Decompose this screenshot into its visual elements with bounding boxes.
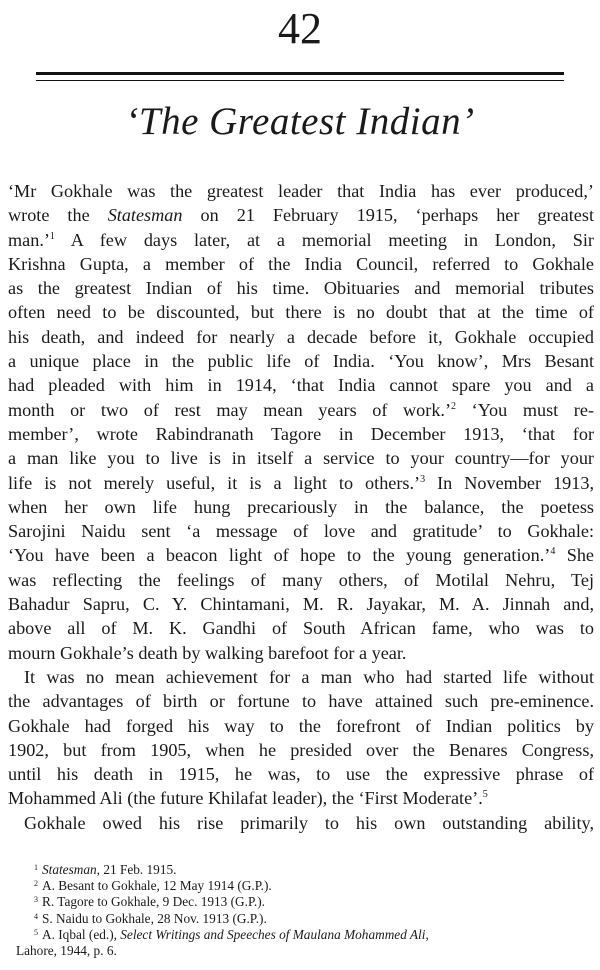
body-line: until his death in 1915, he was, to use the expressive phrase of: [8, 764, 594, 785]
body-line: the advantages of birth or fortune to have attained such pre-eminence.: [8, 691, 594, 712]
footnote-mark: 2: [34, 879, 38, 889]
body-line: when her own life hung precariously in the balance, the poetess: [8, 496, 594, 517]
newspaper-title: Statesman: [107, 205, 183, 226]
body-line: above all of M. K. Gandhi of South African fame, who was to: [8, 618, 594, 639]
body-line: life is not merely useful, it is a light to others.’$^3$ In November 1913,: [8, 472, 594, 493]
body-line: 1902, but from 1905, when he presided over the Benares Congress,: [8, 739, 594, 760]
footnote: $^1$ Statesman, 21 Feb. 1915.: [34, 862, 177, 877]
body-line: was reflecting the feelings of many others, of Motilal Nehru, Tej: [8, 569, 594, 590]
footnote: $^2$ A. Besant to Gokhale, 12 May 1914 (G.P.).: [34, 878, 272, 894]
body-text: [8, 179, 594, 835]
body-line: ‘You have been a beacon light of hope to the young generation.’$^4$ She: [8, 545, 594, 566]
chapter-title: ‘The Greatest Indian’: [125, 100, 475, 143]
footnote-mark: 1: [34, 863, 38, 872]
body-line: a man like you to live is in itself a service to your country—for your: [8, 448, 594, 469]
footnotes: [8, 862, 594, 959]
chapter-number: 42: [278, 4, 322, 53]
body-line: Bahadur Sapru, C. Y. Chintamani, M. R. Jayakar, M. A. Jinnah and,: [8, 594, 594, 615]
body-line: Krishna Gupta, a member of the India Council, referred to Gokhale: [8, 253, 594, 274]
body-line: mourn Gokhale’s death by walking barefoot for a year.: [8, 642, 407, 663]
footnote: $^3$ R. Tagore to Gokhale, 9 Dec. 1913 (G.P.).: [34, 894, 265, 910]
body-line: Gokhale had forged his way to the forefront of Indian politics by: [8, 715, 594, 736]
header-rule-thick: [36, 72, 564, 75]
footnote-ref[interactable]: 5: [482, 789, 488, 801]
footnote: $^4$ S. Naidu to Gokhale, 28 Nov. 1913 (G.P.).: [34, 910, 267, 926]
body-line: Gokhale owed his rise primarily to his own outstanding ability,: [24, 812, 594, 833]
body-line: often need to be discounted, but there is no doubt that at the time of: [8, 302, 594, 323]
footnote-mark: 3: [34, 895, 38, 905]
footnote-ref[interactable]: 2: [451, 400, 457, 412]
body-line: as the greatest Indian of his time. Obituaries and memorial tributes: [8, 278, 594, 299]
body-line: Mohammed Ali (the future Khilafat leader), the ‘First Moderate’.$^5$: [8, 788, 488, 809]
footnote: $^5$ A. Iqbal (ed.), Select Writings and Speeches of Maulana Mohammed Ali,: [34, 926, 429, 942]
footnote-continuation: Lahore, 1944, p. 6.: [16, 942, 117, 958]
body-line: a unique place in the public life of India. ‘You know’, Mrs Besant: [8, 351, 594, 372]
body-line: month or two of rest may mean years of work.’$^2$ ‘You must re-: [8, 399, 594, 420]
header-rule-thin: [36, 80, 564, 81]
body-line: member’, wrote Rabindranath Tagore in December 1913, ‘that for: [8, 423, 594, 444]
body-line: Sarojini Naidu sent ‘a message of love and gratitude’ to Gokhale:: [8, 521, 594, 542]
footnote-ref[interactable]: 1: [49, 230, 55, 242]
body-line: man.’$^1$ A few days later, at a memorial meeting in London, Sir: [8, 229, 594, 250]
footnote-ref[interactable]: 4: [550, 546, 556, 558]
body-line: It was no mean achievement for a man who had started life without: [24, 666, 594, 687]
body-line: had pleaded with him in 1914, ‘that India cannot spare you and a: [8, 375, 594, 396]
footnote-mark: 5: [34, 927, 38, 937]
footnote-mark: 4: [34, 911, 38, 921]
body-line: ‘Mr Gokhale was the greatest leader that India has ever produced,’: [8, 181, 594, 201]
body-line: wrote the Statesman on 21 February 1915, ‘perhaps her greatest: [8, 205, 594, 226]
body-line: his death, and indeed for nearly a decade before it, Gokhale occupied: [8, 326, 594, 347]
footnote-ref[interactable]: 3: [420, 473, 426, 485]
